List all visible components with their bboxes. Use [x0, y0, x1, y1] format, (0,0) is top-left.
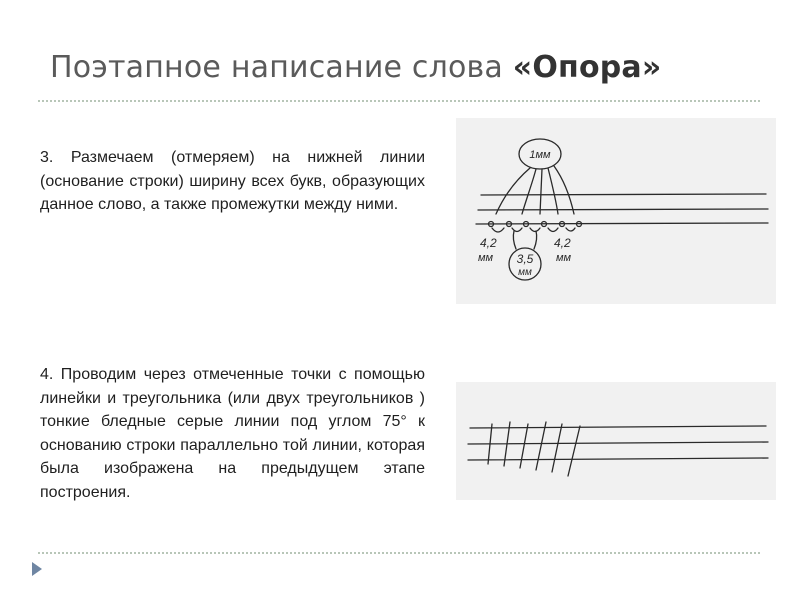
- slide-title-text: Поэтапное написание слова: [50, 50, 513, 85]
- label-left-value: 4,2: [480, 236, 497, 250]
- label-right-value: 4,2: [554, 236, 571, 250]
- step-4-text: 4. Проводим через отмеченные точки с помощью линейки и треугольника (или двух треугольников ) тонкие бледные серые линии под углом 75° к основанию строки параллельно той линии, которая была изображена на предыдущем этапе построения.: [40, 366, 425, 501]
- step-3-text: 3. Размечаем (отмеряем) на нижней линии (основание строки) ширину всех букв, образующих данное слово, а также промежутки между ними.: [40, 149, 425, 213]
- step-3-figure: [456, 118, 776, 304]
- slide-title-word: «Опора»: [512, 50, 662, 85]
- label-right-unit: мм: [556, 252, 572, 264]
- label-1mm: 1мм: [529, 149, 551, 161]
- step-4-figure: [456, 382, 776, 500]
- slant-lines-sketch: [456, 382, 776, 500]
- label-left-unit: мм: [478, 252, 494, 264]
- label-mid-unit: мм: [518, 267, 532, 278]
- slide-title: [50, 50, 661, 85]
- triangle-right-icon[interactable]: [32, 562, 42, 576]
- top-divider: [38, 100, 760, 102]
- marking-sketch: [456, 118, 776, 304]
- label-mid-value: 3,5: [516, 252, 534, 266]
- bottom-divider: [38, 552, 760, 554]
